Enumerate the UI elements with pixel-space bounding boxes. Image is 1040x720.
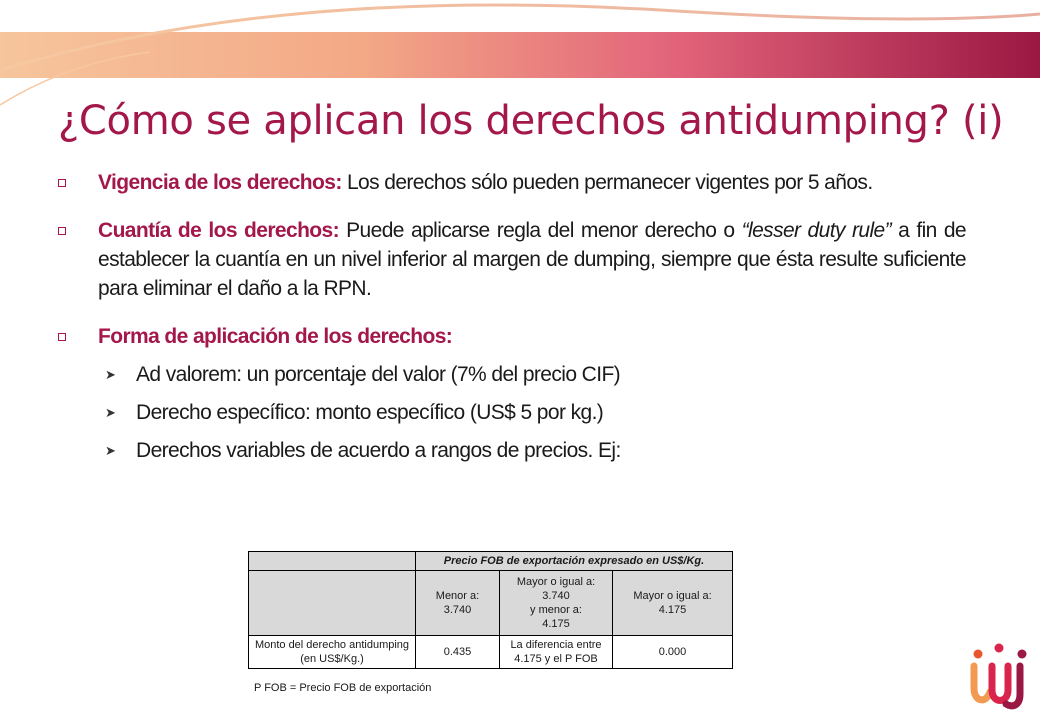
brand-logo-icon: [968, 630, 1034, 710]
sub-bullet: [58, 436, 966, 465]
bullet-heading: Vigencia de los derechos:: [98, 171, 342, 194]
page-title: ¿Cómo se aplican los derechos antidumping? (i): [58, 98, 1004, 144]
table-row: [249, 552, 733, 571]
table-cell: 0.000: [613, 636, 733, 669]
table-header-cell: Mayor o igual a: 4.175: [613, 571, 733, 636]
bullet-text: Los derechos sólo pueden permanecer vigentes por 5 años.: [341, 171, 873, 194]
sub-bullet-text: Derecho específico: monto específico (US$ 5 por kg.): [136, 401, 604, 424]
sub-bullet-text: Derechos variables de acuerdo a rangos de precios. Ej:: [136, 439, 621, 462]
square-bullet-icon: [58, 179, 66, 187]
table-header-cell: Mayor o igual a: 3.740 y menor a: 4.175: [500, 571, 613, 636]
sub-bullet: [58, 398, 966, 427]
table-cell-empty: [249, 571, 416, 636]
bullet-italic-term: “lesser duty rule”: [741, 219, 891, 242]
bullet-vigencia: [58, 168, 966, 197]
square-bullet-icon: [58, 333, 66, 341]
bullet-cuantia: [58, 216, 966, 303]
sub-bullet: [58, 360, 966, 389]
table-cell: 0.435: [416, 636, 500, 669]
arrow-bullet-icon: ➤: [105, 405, 116, 420]
table-top-header: Precio FOB de exportación expresado en US$/Kg.: [416, 552, 733, 571]
sub-bullet-text: Ad valorem: un porcentaje del valor (7% del precio CIF): [136, 363, 621, 386]
table-row-label: Monto del derecho antidumping (en US$/Kg.): [249, 636, 416, 669]
table-note: P FOB = Precio FOB de exportación: [254, 682, 432, 694]
arrow-bullet-icon: ➤: [105, 443, 116, 458]
arrow-bullet-icon: ➤: [105, 367, 116, 382]
bullet-text: a fin de establecer la cuantía en un nivel inferior al margen de dumping, siempre que ésta resulte suficiente para eliminar el daño a la RPN.: [98, 219, 966, 300]
square-bullet-icon: [58, 227, 66, 235]
price-ranges-table: [248, 551, 733, 669]
bullet-text: Puede aplicarse regla del menor derecho o: [339, 219, 742, 242]
table-cell: La diferencia entre 4.175 y el P FOB: [500, 636, 613, 669]
content-area: [58, 168, 966, 465]
bullet-heading: Cuantía de los derechos:: [98, 219, 340, 242]
bullet-forma: [58, 322, 966, 351]
table-header-cell: Menor a: 3.740: [416, 571, 500, 636]
header-band: [0, 0, 1040, 110]
table-row: [249, 636, 733, 669]
table-row: [249, 571, 733, 636]
bullet-heading: Forma de aplicación de los derechos:: [98, 325, 453, 348]
table-cell-empty: [249, 552, 416, 571]
